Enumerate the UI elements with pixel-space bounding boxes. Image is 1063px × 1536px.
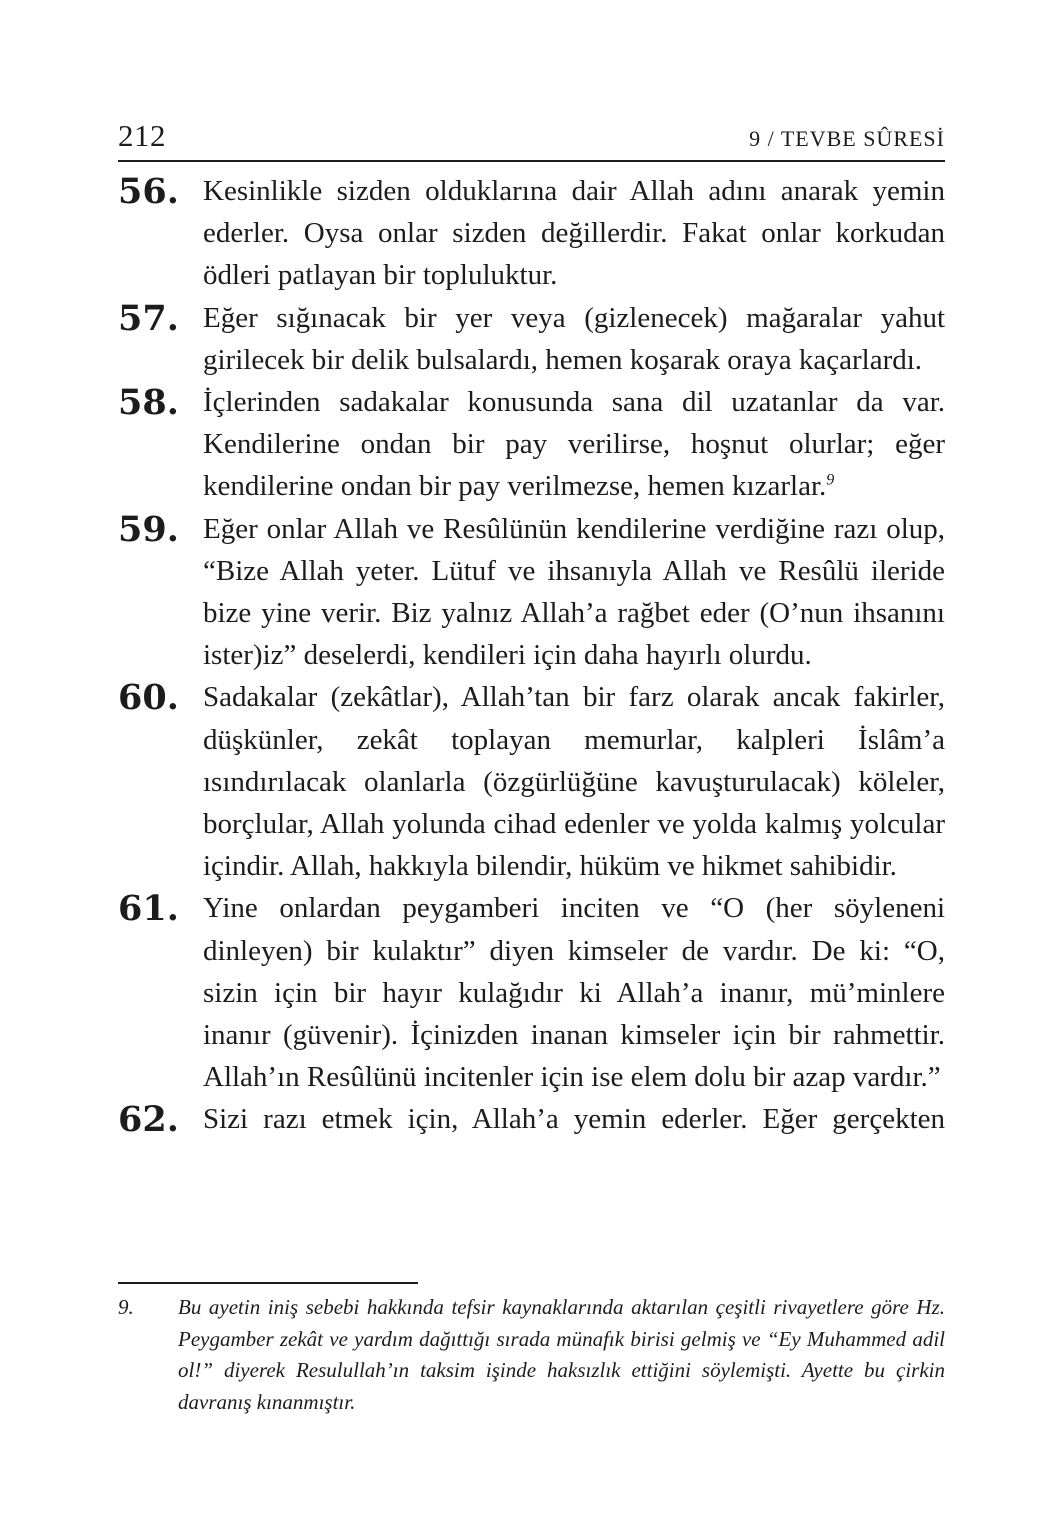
verse-text: Kesinlikle sizden olduklarına dair Allah adını anarak yemin ederler. Oysa onlar sizden değillerdir. Fakat onlar korkudan ödleri patlayan bir topluluktur. <box>203 175 945 292</box>
page-number: 212 <box>118 118 166 153</box>
verse-57 <box>118 297 945 381</box>
verse-text: İçlerinden sadakalar konusunda sana dil uzatanlar da var. Kendilerine ondan bir pay verilirse, hoşnut olurlar; eğer kendilerine ondan bir pay verilmezse, hemen kızarlar. <box>203 386 945 503</box>
verse-60 <box>118 676 945 887</box>
footnote-reference[interactable]: 9 <box>826 471 835 489</box>
verse-number: 62. <box>118 1099 179 1141</box>
verse-list <box>118 170 945 1141</box>
verse-number: 61. <box>118 888 179 930</box>
verse-number: 60. <box>118 677 179 719</box>
verse-text: Yine onlardan peygamberi inciten ve “O (her söyleneni dinleyen) bir kulaktır” diyen kimseler de vardır. De ki: “O, sizin için bir hayır kulağıdır ki Allah’a inanır, mü’minlere inanır (güvenir). İçinizden inanan kimseler için bir rahmettir. Allah’ın Resûlünü incitenler için ise elem dolu bir azap vardır.” <box>203 892 945 1094</box>
verse-56 <box>118 170 945 297</box>
verse-number: 57. <box>118 297 179 339</box>
verse-number: 58. <box>118 382 179 424</box>
page-header <box>118 116 945 162</box>
verse-number: 59. <box>118 508 179 550</box>
verse-61 <box>118 887 945 1098</box>
verse-text-wrapper <box>203 381 945 508</box>
verse-text: Eğer sığınacak bir yer veya (gizlenecek) mağaralar yahut girilecek bir delik bulsalardı, hemen koşarak oraya kaçarlardı. <box>203 301 945 376</box>
footnote-divider <box>118 1282 418 1284</box>
footnote <box>118 1292 945 1418</box>
verse-58 <box>118 381 945 508</box>
footnote-number: 9. <box>118 1295 134 1319</box>
verse-number: 56. <box>118 171 179 212</box>
verse-text: Sizi razı etmek için, Allah’a yemin ederler. Eğer gerçekten <box>203 1103 945 1136</box>
verse-59 <box>118 508 945 677</box>
footnote-text: Bu ayetin iniş sebebi hakkında tefsir kaynaklarında aktarılan çeşitli rivayetlere göre Hz. Peygamber zekât ve yardım dağıttığı sırada münafık birisi gelmiş ve “Ey Muhammed adil ol!” diyerek Resulullah’ın taksim işinde haksızlık ettiğini söylemişti. Ayette bu çirkin davranış kınanmıştır. <box>178 1295 945 1414</box>
verse-text: Sadakalar (zekâtlar), Allah’tan bir farz olarak ancak fakirler, düşkünler, zekât toplayan memurlar, kalpleri İslâm’a ısındırılacak olanlarla (özgürlüğüne kavuşturulacak) köleler, borçlular, Allah yolunda cihad edenler ve yolda kalmış yolcular içindir. Allah, hakkıyla bilendir, hüküm ve hikmet sahibidir. <box>203 681 945 883</box>
verse-62 <box>118 1098 945 1140</box>
verse-text: Eğer onlar Allah ve Resûlünün kendilerine verdiğine razı olup, “Bize Allah yeter. Lütuf ve ihsanıyla Allah ve Resûlü ileride bize yine verir. Biz yalnız Allah’a rağbet eder (O’nun ihsanını ister)iz” deselerdi, kendileri için daha hayırlı olurdu. <box>203 512 945 672</box>
running-title: 9 / TEVBE SÛRESİ <box>749 126 945 151</box>
